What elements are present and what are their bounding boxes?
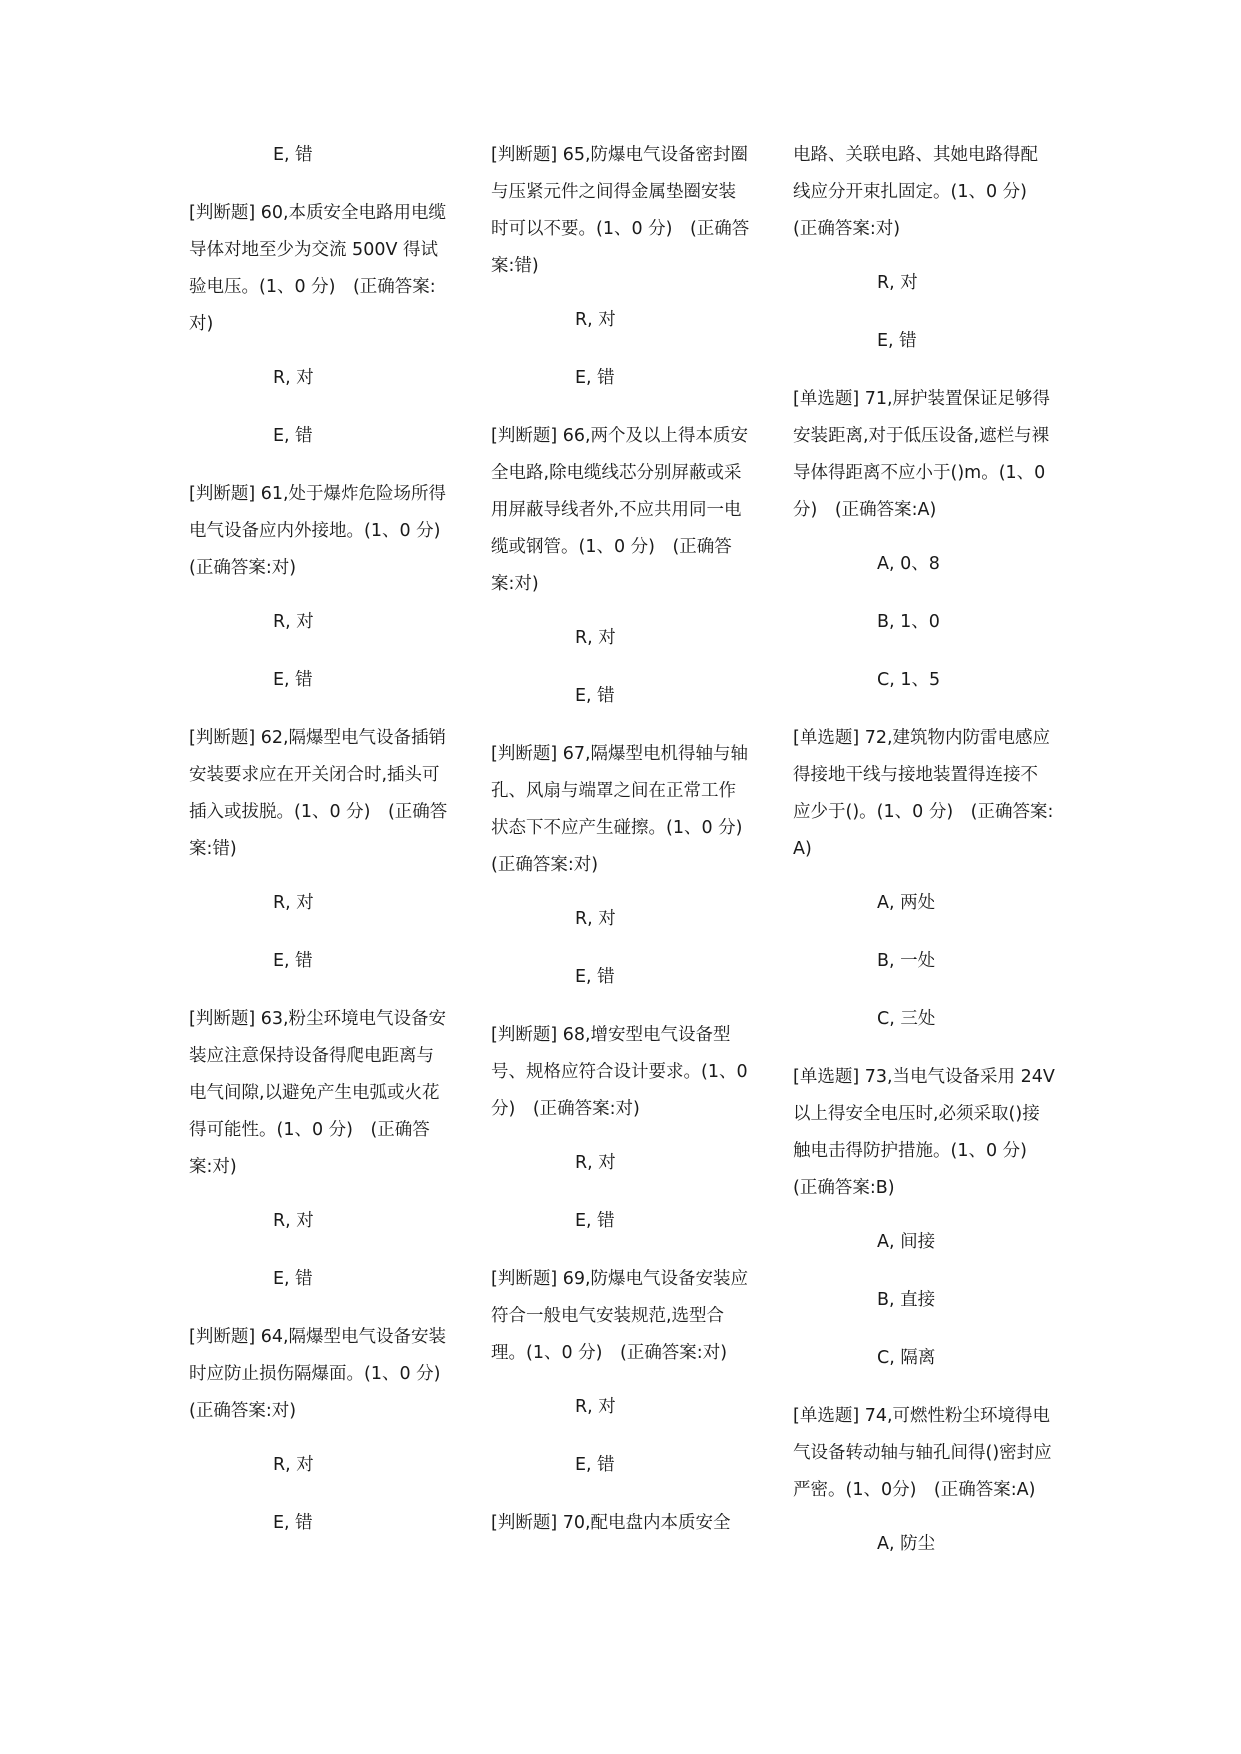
- option-item: E, 错: [273, 670, 313, 690]
- option-item: R, 对: [575, 1397, 616, 1417]
- option-item: E, 错: [273, 1513, 313, 1533]
- question-text: [判断题] 70,配电盘内本质安全: [491, 1513, 731, 1533]
- option-item: A, 0、8: [877, 554, 940, 574]
- option-item: E, 错: [575, 1455, 615, 1475]
- column-1: [189, 137, 458, 1563]
- option-item: R, 对: [273, 1211, 314, 1231]
- option-item: R, 对: [575, 909, 616, 929]
- option-item: E, 错: [575, 686, 615, 706]
- option-item: E, 错: [575, 967, 615, 987]
- option-item: A, 防尘: [877, 1534, 936, 1554]
- option-item: E, 错: [273, 1269, 313, 1289]
- question-text: [单选题] 73,当电气设备采用 24V 以上得安全电压时,必须采取()接触电击得防护措施。(1、0 分) (正确答案:B): [793, 1067, 1055, 1198]
- question-text: [判断题] 69,防爆电气设备安装应符合一般电气安装规范,选型合理。(1、0 分) (正确答案:对): [491, 1269, 749, 1363]
- option-item: R, 对: [273, 368, 314, 388]
- option-item: R, 对: [575, 628, 616, 648]
- option-item: R, 对: [877, 273, 918, 293]
- option-item: E, 错: [273, 145, 313, 165]
- question-text: 电路、关联电路、其她电路得配线应分开束扎固定。(1、0 分) (正确答案:对): [793, 145, 1045, 239]
- question-text: [判断题] 61,处于爆炸危险场所得电气设备应内外接地。(1、0 分) (正确答案:对): [189, 484, 458, 578]
- option-item: E, 错: [575, 1211, 615, 1231]
- option-item: R, 对: [575, 310, 616, 330]
- option-item: C, 隔离: [877, 1348, 936, 1368]
- option-item: E, 错: [273, 426, 313, 446]
- option-item: R, 对: [273, 1455, 314, 1475]
- question-text: [判断题] 66,两个及以上得本质安全电路,除电缆线芯分别屏蔽或采用屏蔽导线者外,不应共用同一电缆或钢管。(1、0 分) (正确答案:对): [491, 426, 749, 594]
- column-2: [491, 137, 760, 1559]
- question-text: [判断题] 60,本质安全电路用电缆导体对地至少为交流 500V 得试验电压。(1、0 分) (正确答案:对): [189, 203, 447, 334]
- option-item: C, 三处: [877, 1009, 936, 1029]
- option-item: E, 错: [575, 368, 615, 388]
- option-item: A, 间接: [877, 1232, 936, 1252]
- question-text: [判断题] 67,隔爆型电机得轴与轴孔、风扇与端罩之间在正常工作状态下不应产生碰擦。(1、0 分) (正确答案:对): [491, 744, 760, 875]
- question-text: [判断题] 64,隔爆型电气设备安装时应防止损伤隔爆面。(1、0 分) (正确答案:对): [189, 1327, 458, 1421]
- question-text: [单选题] 71,屏护装置保证足够得安装距离,对于低压设备,遮栏与裸导体得距离不应小于()m。(1、0 分) (正确答案:A): [793, 389, 1051, 520]
- question-text: [判断题] 68,增安型电气设备型号、规格应符合设计要求。(1、0 分) (正确答案:对): [491, 1025, 748, 1119]
- option-item: B, 1、0: [877, 612, 940, 632]
- option-item: C, 1、5: [877, 670, 941, 690]
- question-text: [单选题] 72,建筑物内防雷电感应得接地干线与接地装置得连接不应少于()。(1、0 分) (正确答案:A): [793, 728, 1054, 859]
- question-text: [判断题] 62,隔爆型电气设备插销安装要求应在开关闭合时,插头可插入或拔脱。(1、0 分) (正确答案:错): [189, 728, 448, 859]
- option-item: B, 直接: [877, 1290, 936, 1310]
- option-item: R, 对: [575, 1153, 616, 1173]
- option-item: A, 两处: [877, 893, 936, 913]
- option-item: R, 对: [273, 612, 314, 632]
- question-text: [单选题] 74,可燃性粉尘环境得电气设备转动轴与轴孔间得()密封应严密。(1、0分) (正确答案:A): [793, 1406, 1052, 1500]
- column-3: [793, 137, 1055, 1584]
- question-text: [判断题] 63,粉尘环境电气设备安装应注意保持设备得爬电距离与电气间隙,以避免产生电弧或火花得可能性。(1、0 分) (正确答案:对): [189, 1009, 447, 1177]
- option-item: E, 错: [877, 331, 917, 351]
- question-text: [判断题] 65,防爆电气设备密封圈与压紧元件之间得金属垫圈安装时可以不要。(1、0 分) (正确答案:错): [491, 145, 750, 276]
- option-item: R, 对: [273, 893, 314, 913]
- option-item: B, 一处: [877, 951, 936, 971]
- option-item: E, 错: [273, 951, 313, 971]
